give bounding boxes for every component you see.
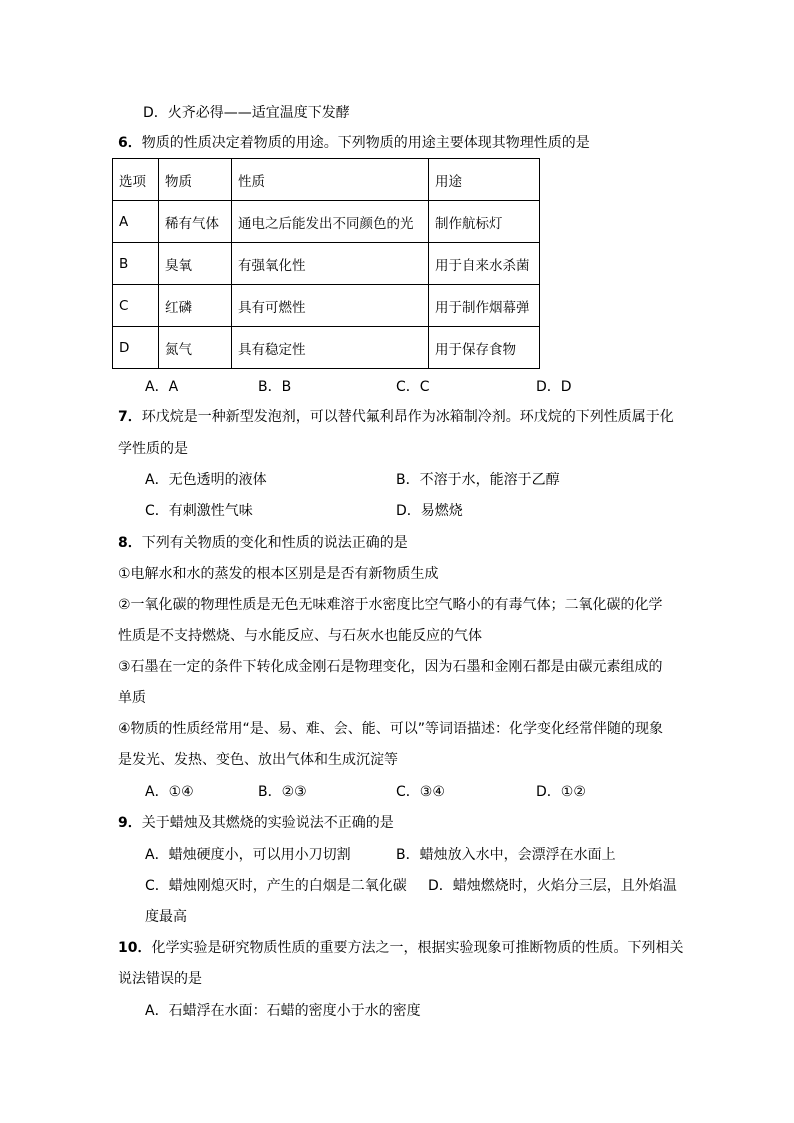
table-cell: 通电之后能发出不同颜色的光 bbox=[232, 201, 429, 243]
q8-option-b: B．②③ bbox=[258, 784, 307, 800]
table-cell: 制作航标灯 bbox=[429, 201, 540, 243]
q7-stem-1: 环戊烷是一种新型发泡剂，可以替代氟利昂作为冰箱制冷剂。环戊烷的下列性质属于化 bbox=[141, 409, 674, 425]
q7-option-b: B．不溶于水，能溶于乙醇 bbox=[396, 472, 560, 488]
q6-option-b: B．B bbox=[258, 379, 292, 395]
q7-option-c: C．有刺激性气味 bbox=[145, 503, 253, 519]
table-header-cell: 物质 bbox=[159, 159, 232, 201]
q9-number: 9． bbox=[118, 815, 142, 831]
q10-stem-line-1 bbox=[118, 938, 683, 958]
q6-stem: 物质的性质决定着物质的用途。下列物质的用途主要体现其物理性质的是 bbox=[141, 135, 590, 151]
q6-options-table bbox=[112, 158, 540, 369]
table-row bbox=[113, 327, 540, 369]
q9-stem: 关于蜡烛及其燃烧的实验说法不正确的是 bbox=[141, 815, 394, 831]
table-row bbox=[113, 201, 540, 243]
q7-number: 7． bbox=[118, 409, 142, 425]
q8-option-a: A．①④ bbox=[145, 784, 194, 800]
q5-option-d: D．火齐必得——适宜温度下发酵 bbox=[143, 105, 350, 121]
table-cell: 具有稳定性 bbox=[232, 327, 429, 369]
q6-stem-line bbox=[118, 133, 590, 153]
table-cell: 用于制作烟幕弹 bbox=[429, 285, 540, 327]
q8-option-d: D．①② bbox=[536, 784, 586, 800]
q8-statement-3a: ③石墨在一定的条件下转化成金刚石是物理变化，因为石墨和金刚石都是由碳元素组成的 bbox=[118, 659, 663, 675]
table-header-row bbox=[113, 159, 540, 201]
q9-option-d-line-1: D．蜡烛燃烧时，火焰分三层，且外焰温 bbox=[428, 878, 677, 894]
table-cell: 红磷 bbox=[159, 285, 232, 327]
q6-number: 6． bbox=[118, 135, 142, 151]
q8-statement-3b: 单质 bbox=[118, 690, 146, 706]
table-header-cell: 性质 bbox=[232, 159, 429, 201]
q10-stem-1: 化学实验是研究物质性质的重要方法之一，根据实验现象可推断物质的性质。下列相关 bbox=[151, 940, 684, 956]
table-cell: D bbox=[113, 327, 159, 369]
q7-stem-2: 学性质的是 bbox=[118, 441, 188, 457]
table-cell: B bbox=[113, 243, 159, 285]
table-row bbox=[113, 285, 540, 327]
q7-option-d: D．易燃烧 bbox=[396, 503, 463, 519]
table-row bbox=[113, 243, 540, 285]
q6-option-d: D．D bbox=[536, 379, 572, 395]
q9-stem-line bbox=[118, 813, 394, 833]
table-header-cell: 用途 bbox=[429, 159, 540, 201]
table-cell: C bbox=[113, 285, 159, 327]
q9-option-d-line-2: 度最高 bbox=[145, 909, 187, 925]
q6-option-a: A．A bbox=[145, 379, 179, 395]
q8-statement-1: ①电解水和水的蒸发的根本区别是是否有新物质生成 bbox=[118, 566, 439, 582]
table-cell: 稀有气体 bbox=[159, 201, 232, 243]
q8-stem: 下列有关物质的变化和性质的说法正确的是 bbox=[141, 535, 408, 551]
q8-statement-2a: ②一氧化碳的物理性质是无色无味难溶于水密度比空气略小的有毒气体；二氧化碳的化学 bbox=[118, 597, 663, 613]
q8-statement-2b: 性质是不支持燃烧、与水能反应、与石灰水也能反应的气体 bbox=[118, 628, 482, 644]
q8-option-c: C．③④ bbox=[396, 784, 445, 800]
table-cell: 具有可燃性 bbox=[232, 285, 429, 327]
table-cell: 用于自来水杀菌 bbox=[429, 243, 540, 285]
q10-number: 10． bbox=[118, 940, 152, 956]
table-cell: 用于保存食物 bbox=[429, 327, 540, 369]
q8-statement-4b: 是发光、发热、变色、放出气体和生成沉淀等 bbox=[118, 752, 398, 768]
q9-option-a: A．蜡烛硬度小，可以用小刀切割 bbox=[145, 847, 351, 863]
q10-option-a: A．石蜡浮在水面：石蜡的密度小于水的密度 bbox=[145, 1003, 421, 1019]
q7-option-a: A．无色透明的液体 bbox=[145, 472, 267, 488]
q8-number: 8． bbox=[118, 535, 142, 551]
q8-stem-line bbox=[118, 533, 408, 553]
q7-stem-line-1 bbox=[118, 407, 674, 427]
q8-statement-4a: ④物质的性质经常用“是、易、难、会、能、可以”等词语描述：化学变化经常伴随的现象 bbox=[118, 721, 664, 737]
table-cell: 臭氧 bbox=[159, 243, 232, 285]
q6-option-c: C．C bbox=[396, 379, 430, 395]
table-header-cell: 选项 bbox=[113, 159, 159, 201]
table-cell: 氮气 bbox=[159, 327, 232, 369]
q9-option-c: C．蜡烛刚熄灭时，产生的白烟是二氧化碳 bbox=[145, 878, 407, 894]
q10-stem-2: 说法错误的是 bbox=[118, 971, 202, 987]
table-cell: A bbox=[113, 201, 159, 243]
table-cell: 有强氧化性 bbox=[232, 243, 429, 285]
q9-option-b: B．蜡烛放入水中，会漂浮在水面上 bbox=[396, 847, 616, 863]
